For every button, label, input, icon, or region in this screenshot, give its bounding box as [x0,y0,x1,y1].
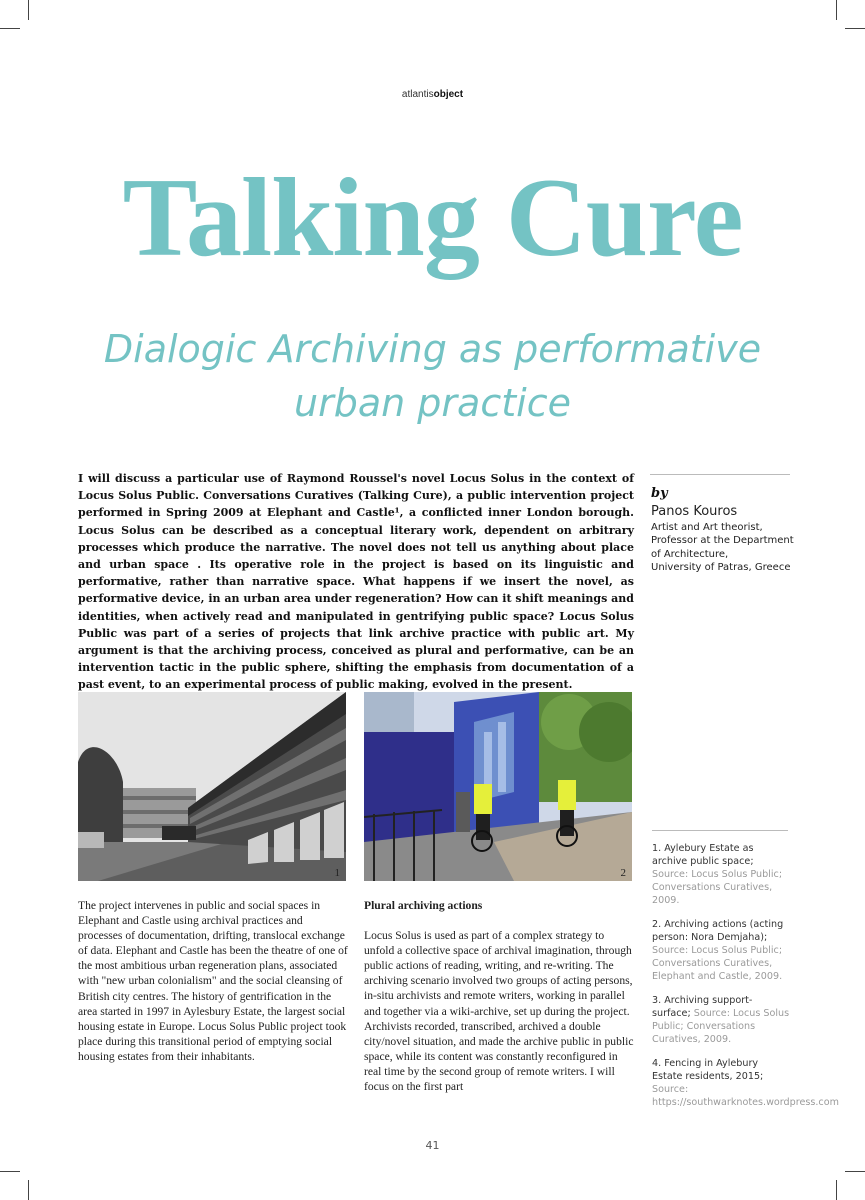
section-heading: Plural archiving actions [364,899,483,912]
photo-number: 2 [620,867,626,879]
affiliation-line: of Architecture, [651,548,729,560]
crop-mark [0,28,20,29]
author-name: Panos Kouros [651,504,738,519]
abstract: I will discuss a particular use of Raymond Roussel's novel Locus Solus in the context of Locus Solus Public. Conversations Curatives (Talking Cure), a public intervention project performed in Spring 2009 at Elephant and Castle¹, a conflicted inner London borough. Locus Solus can be described as a conceptual literary work, dependent on arbitrary processes which produce the narrative. The novel does not tell us anything about place and urban space . Its operative role in the project is based on its linguistic and performative, rather than narrative space. What happens if we insert the novel, as performative device, in an urban area under regeneration? How can it shift meanings and identities, when actively read and manipulated in gentrifying public space? Locus Solus Public was part of a series of projects that link archive practice with public art. My argument is that the archiving process, conceived as plural and performative, can be an intervention tactic in the public sphere, shifting the emphasis from documentation of a past event, to an experimental process of public making, evolved in the present. [78,472,634,692]
article-subtitle [0,322,865,430]
body-column-middle [364,898,636,1094]
caption-text: 1. Aylebury Estate as archive public space; [652,843,754,867]
subtitle-line-2: urban practice [294,381,571,425]
caption-text: 2. Archiving actions (acting person: Nora Demjaha); [652,919,784,943]
affiliation-line: Professor at the Department [651,535,794,547]
body-column-left: The project intervenes in public and social spaces in Elephant and Castle using archival practices and processes of documentation, drifting, translocal exchange of data. Elephant and Castle has been the theatre of one of the most ambitious urban regeneration plans, associated with "new urban colonialism" and the social cleansing of British city centres. The history of gentrification in the area started in 1997 in Aylesbury Estate, the largest social housing estate in Europe. Locus Solus Public project took place during this transitional period of emptying social housing estates from their inhabitants. [78,899,348,1063]
caption-source: Source: Locus Solus Public; Conversations Curatives, 2009. [652,1008,790,1045]
caption-text: 4. Fencing in Aylebury Estate residents, 2015; [652,1058,764,1082]
crop-mark [836,0,837,20]
figure-captions [652,842,839,1120]
photo-1-image [78,692,346,881]
crop-mark [845,28,865,29]
affiliation-line: Artist and Art theorist, [651,522,763,533]
running-header [0,89,865,100]
section-body: Locus Solus is used as part of a complex strategy to unfold a collective space of archival imagination, through public actions of reading, writing, and re-writing. The archiving scenario involved two groups of acting persons, in-situ archivists and remote writers, working in parallel and together via a wiki-archive, set up during the project. Archivists recorded, transcribed, archived a double city/novel situation, and made the archive public in public space, while its content was constantly reconfigured in real time by the second group of remote writers. I will focus on the first part [364,929,634,1094]
divider [650,474,790,475]
crop-mark [836,1180,837,1200]
crop-mark [28,0,29,20]
crop-mark [0,1171,20,1172]
affiliation-line: University of Patras, Greece [651,561,791,573]
byline-prefix: by [651,486,668,501]
caption-source: Source: https://southwarknotes.wordpress.com [652,1084,839,1108]
crop-mark [28,1180,29,1200]
photo-number: 1 [334,867,340,879]
photo-archiving-actions [364,692,632,881]
divider [652,830,788,831]
page-number: 41 [425,1139,440,1152]
caption-item [652,1057,839,1109]
header-prefix: atlantis [401,89,434,100]
author-affiliation [651,521,799,574]
caption-item [652,918,790,983]
photo-2-image [364,692,632,881]
caption-item [652,842,790,907]
caption-source: Source: Locus Solus Public; Conversations Curatives, Elephant and Castle, 2009. [652,945,783,982]
crop-mark [845,1171,865,1172]
article-title: Talking Cure [122,156,743,280]
caption-source: Source: Locus Solus Public; Conversations Curatives, 2009. [652,869,783,906]
caption-item [652,994,790,1046]
subtitle-line-1: Dialogic Archiving as performative [103,327,762,371]
photo-aylesbury-estate [78,692,346,881]
header-brand: object [433,89,464,100]
caption-text: 3. Archiving support-surface; [652,995,753,1019]
